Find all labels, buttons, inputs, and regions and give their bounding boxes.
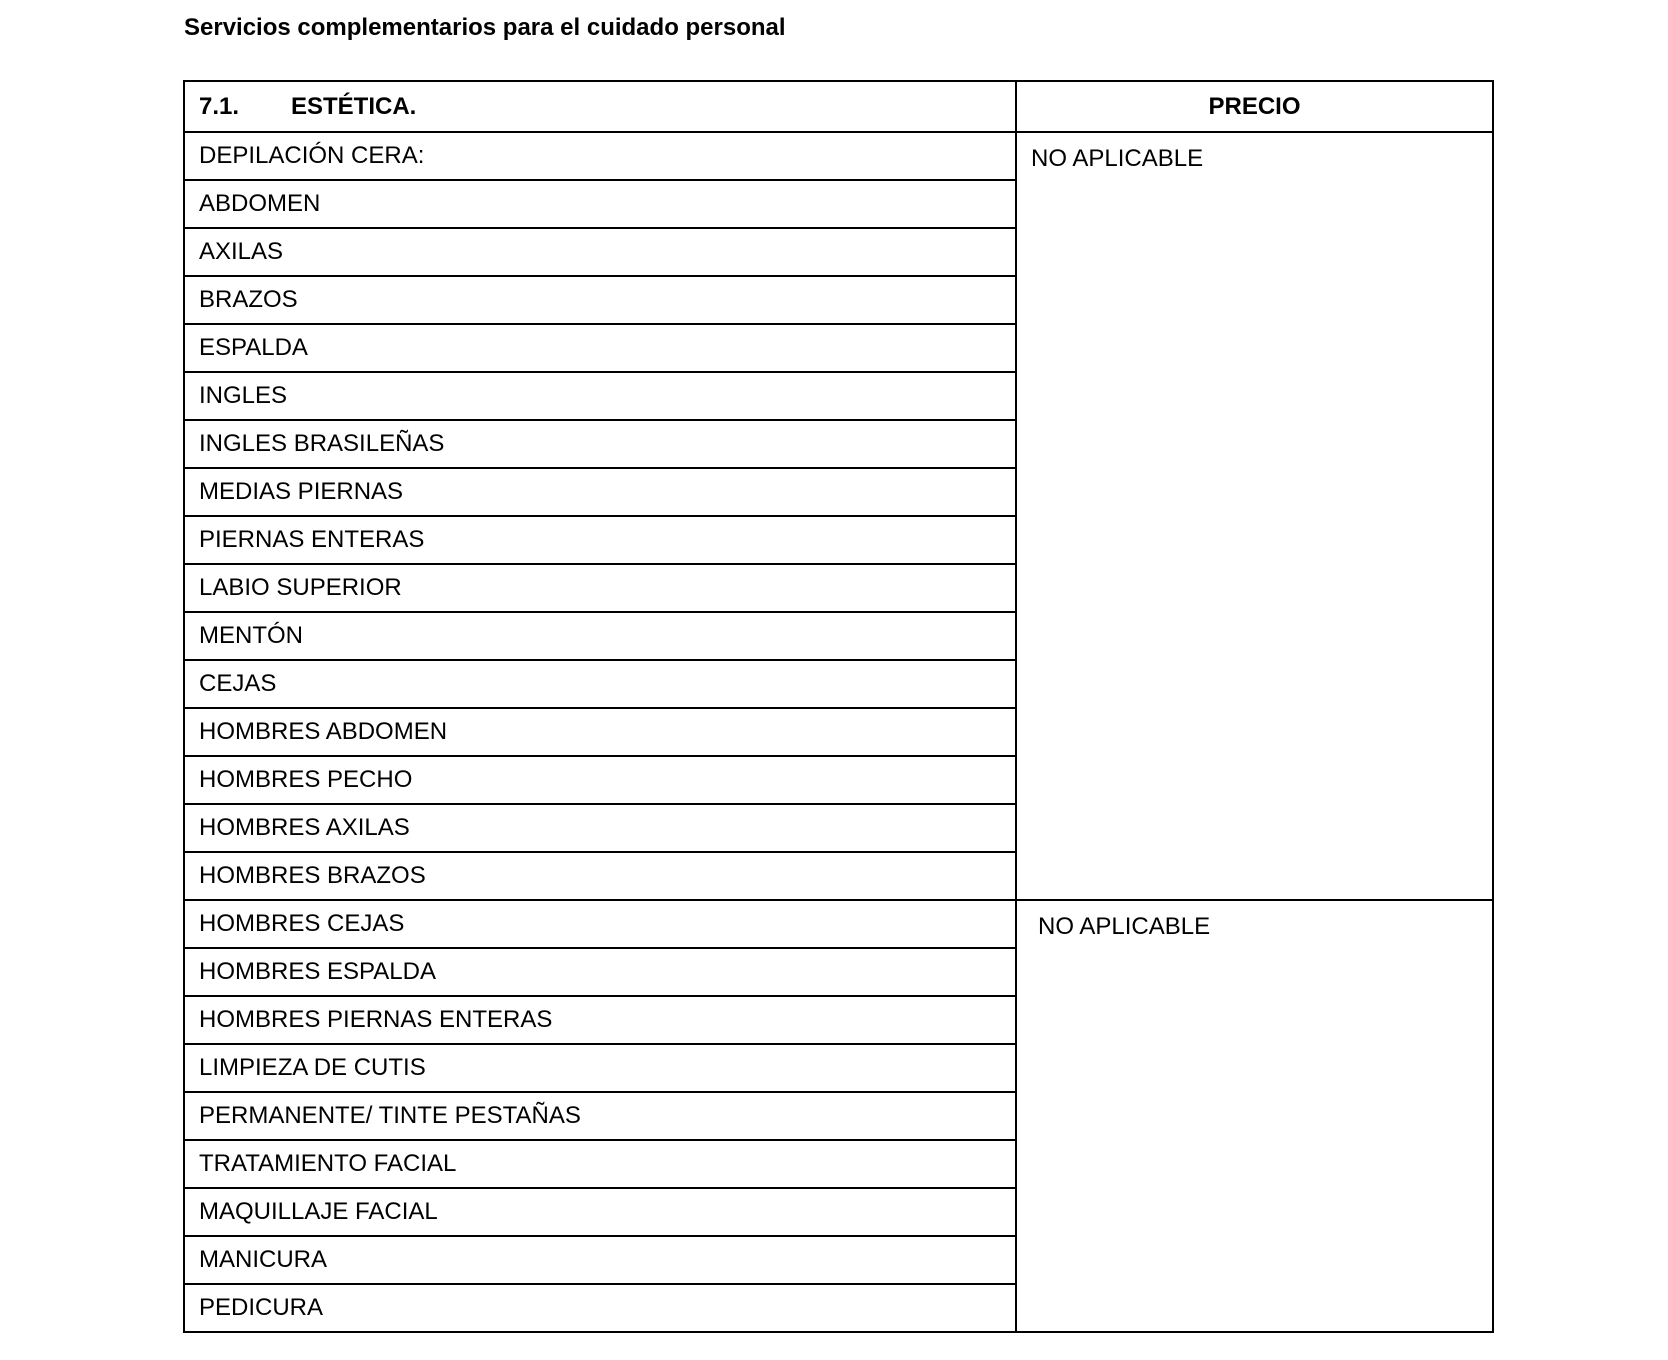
service-name-cell: CEJAS bbox=[184, 660, 1016, 708]
table-header-row bbox=[184, 81, 1493, 132]
service-name-cell: MEDIAS PIERNAS bbox=[184, 468, 1016, 516]
price-cell: NO APLICABLE bbox=[1016, 900, 1493, 1332]
table-row bbox=[184, 132, 1493, 180]
service-name-cell: PEDICURA bbox=[184, 1284, 1016, 1332]
service-name-cell: HOMBRES AXILAS bbox=[184, 804, 1016, 852]
service-name-cell: INGLES bbox=[184, 372, 1016, 420]
table-row bbox=[184, 900, 1493, 948]
price-header-cell: PRECIO bbox=[1016, 81, 1493, 132]
section-title: ESTÉTICA. bbox=[291, 92, 417, 120]
service-name-cell: AXILAS bbox=[184, 228, 1016, 276]
service-name-cell: BRAZOS bbox=[184, 276, 1016, 324]
service-name-cell: HOMBRES ESPALDA bbox=[184, 948, 1016, 996]
service-name-cell: LABIO SUPERIOR bbox=[184, 564, 1016, 612]
service-name-cell: PERMANENTE/ TINTE PESTAÑAS bbox=[184, 1092, 1016, 1140]
service-name-cell: PIERNAS ENTERAS bbox=[184, 516, 1016, 564]
service-name-cell: MAQUILLAJE FACIAL bbox=[184, 1188, 1016, 1236]
service-name-cell: INGLES BRASILEÑAS bbox=[184, 420, 1016, 468]
document-title: Servicios complementarios para el cuidado personal bbox=[184, 14, 786, 41]
services-table bbox=[183, 80, 1494, 1333]
service-name-cell: ABDOMEN bbox=[184, 180, 1016, 228]
service-name-cell: ESPALDA bbox=[184, 324, 1016, 372]
section-number: 7.1. bbox=[199, 92, 240, 120]
service-name-cell: TRATAMIENTO FACIAL bbox=[184, 1140, 1016, 1188]
section-header-cell bbox=[184, 81, 1016, 132]
service-name-cell: DEPILACIÓN CERA: bbox=[184, 132, 1016, 180]
service-name-cell: HOMBRES ABDOMEN bbox=[184, 708, 1016, 756]
service-name-cell: HOMBRES BRAZOS bbox=[184, 852, 1016, 900]
service-name-cell: MENTÓN bbox=[184, 612, 1016, 660]
service-name-cell: HOMBRES PECHO bbox=[184, 756, 1016, 804]
service-name-cell: LIMPIEZA DE CUTIS bbox=[184, 1044, 1016, 1092]
service-name-cell: HOMBRES PIERNAS ENTERAS bbox=[184, 996, 1016, 1044]
service-name-cell: HOMBRES CEJAS bbox=[184, 900, 1016, 948]
service-name-cell: MANICURA bbox=[184, 1236, 1016, 1284]
price-cell: NO APLICABLE bbox=[1016, 132, 1493, 900]
